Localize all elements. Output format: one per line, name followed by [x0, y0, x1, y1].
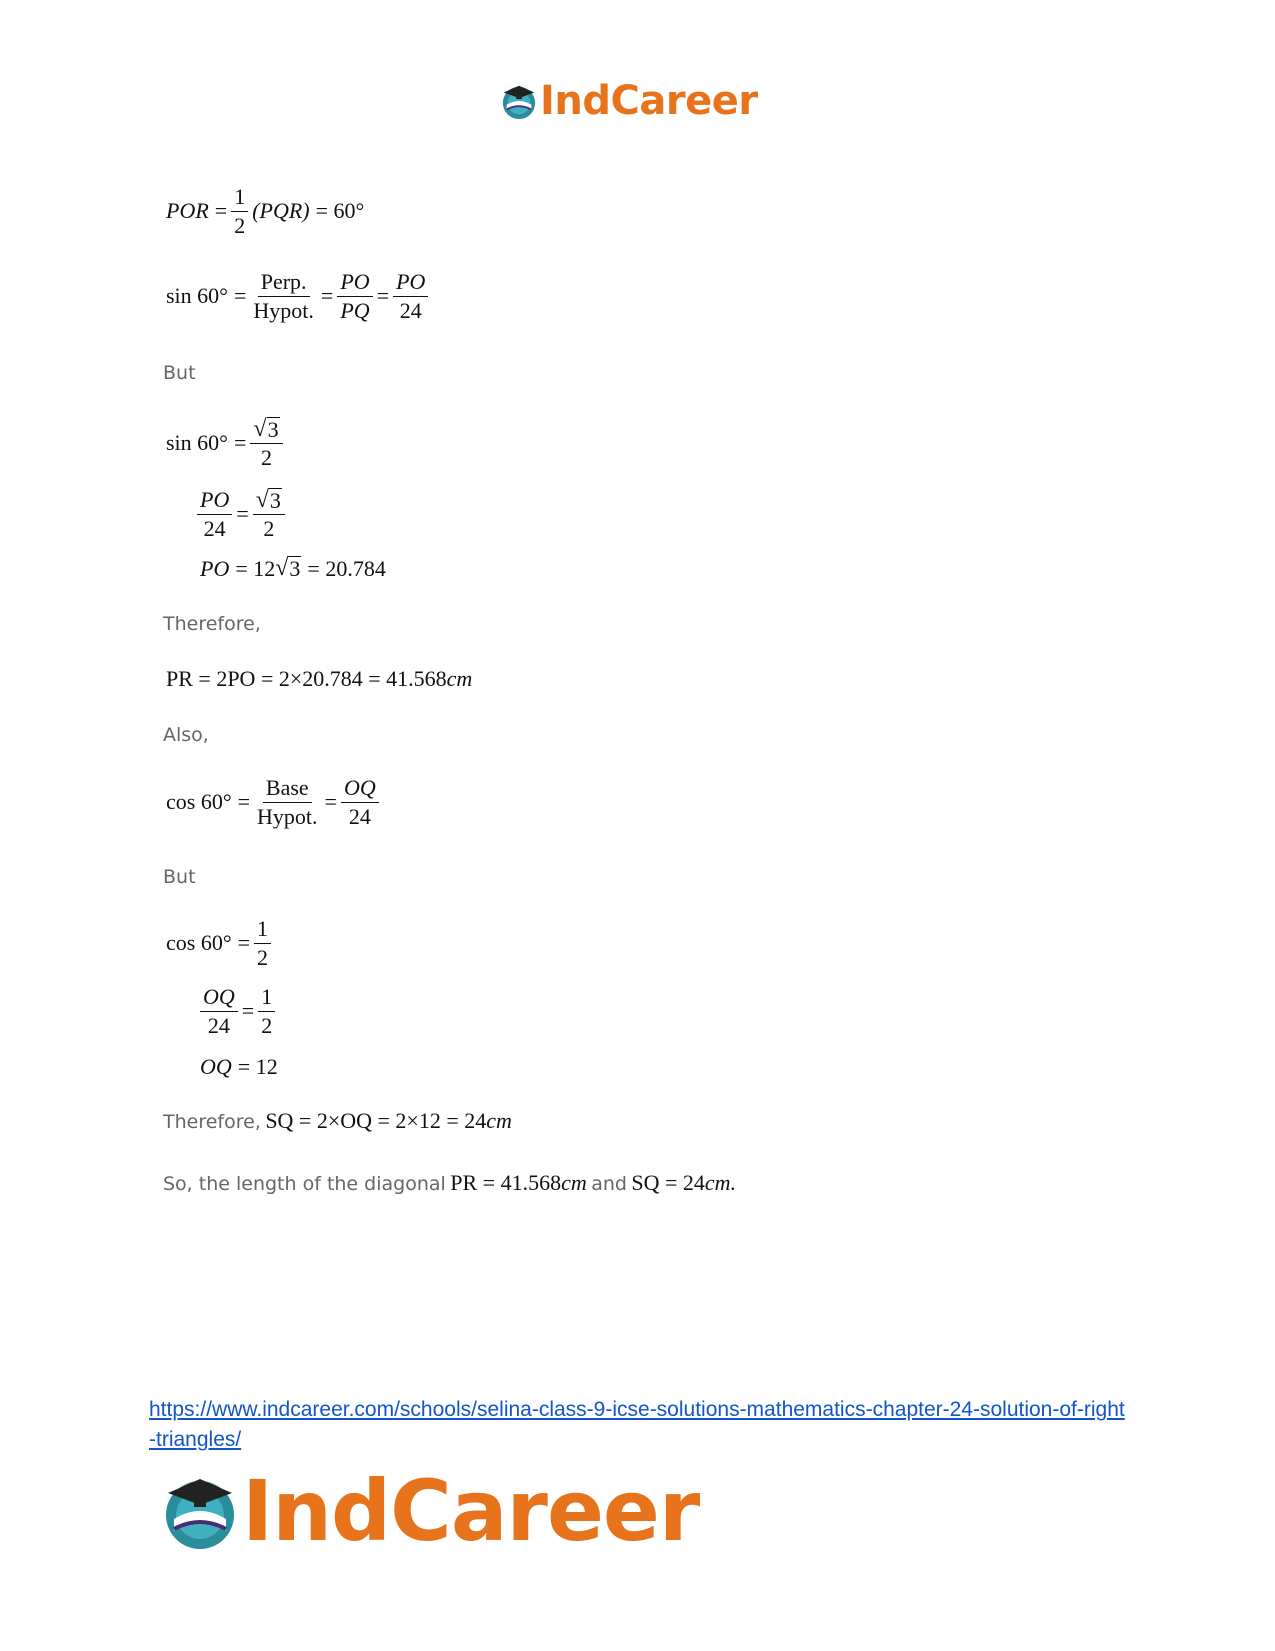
- square-root: √ 3: [275, 555, 301, 582]
- graduation-book-icon: [160, 1471, 240, 1551]
- fraction-denominator: Hypot.: [253, 297, 314, 323]
- fraction-numerator: [253, 486, 285, 515]
- math-term: =: [376, 283, 390, 308]
- fraction: [254, 915, 271, 971]
- equation-oq-value: [200, 1054, 278, 1080]
- equation-sin60-ratio: [166, 268, 432, 324]
- header-logo: [500, 78, 758, 124]
- math-term: sin 60°: [166, 430, 228, 455]
- equation-po-value: [200, 556, 386, 582]
- math-expression: [265, 1108, 512, 1133]
- fraction-numerator: [250, 415, 282, 444]
- fraction: [254, 774, 321, 830]
- fraction: [253, 486, 285, 542]
- math-term: =: [241, 998, 255, 1023]
- fraction-numerator: OQ: [341, 774, 379, 803]
- square-root: √ 3: [255, 487, 281, 513]
- logo-text: IndCareer: [540, 78, 758, 124]
- conclusion-line: [163, 1170, 736, 1196]
- fraction: [197, 486, 232, 542]
- equation-pr: [166, 666, 472, 692]
- text-also: Also,: [163, 724, 209, 746]
- radicand: 3: [267, 417, 279, 442]
- math-term: OQ: [200, 1054, 232, 1079]
- math-term: cos 60°: [166, 789, 232, 814]
- source-url-link[interactable]: https://www.indcareer.com/schools/selina-class-9-icse-solutions-mathematics-chapter-24-solution-of-right-triangles/: [149, 1398, 1125, 1451]
- math-term: =: [320, 283, 334, 308]
- math-term: = 12: [237, 1054, 278, 1079]
- footer-logo: [160, 1462, 699, 1560]
- fraction-numerator: PO: [197, 486, 232, 515]
- math-term: PO: [200, 556, 230, 581]
- math-unit: cm: [446, 666, 473, 691]
- conjunction-text: and: [591, 1173, 627, 1195]
- fraction-numerator: OQ: [200, 983, 238, 1012]
- math-term: (PQR): [252, 198, 310, 223]
- logo-text: IndCareer: [242, 1462, 700, 1560]
- math-term: =: [233, 283, 247, 308]
- math-term: = 60°: [315, 198, 365, 223]
- fraction: [258, 983, 275, 1039]
- fraction-denominator: Hypot.: [257, 803, 318, 829]
- math-term: PR = 41.568: [450, 1170, 562, 1195]
- fraction: [250, 415, 282, 471]
- equation-cos60-value: [166, 915, 275, 971]
- text-therefore: Therefore,: [163, 613, 261, 635]
- fraction-numerator: PO: [393, 268, 428, 297]
- math-term: cos 60°: [166, 930, 232, 955]
- math-term: PR = 2PO = 2×20.784 = 41.568: [166, 666, 447, 691]
- fraction-numerator: Perp.: [258, 268, 310, 297]
- equation-po-ratio: [193, 486, 289, 542]
- fraction-numerator: PO: [337, 268, 372, 297]
- equation-oq-ratio: [196, 983, 279, 1039]
- math-term: =: [233, 430, 247, 455]
- fraction-numerator: 1: [231, 183, 248, 212]
- math-term: = 12: [235, 556, 276, 581]
- fraction: [337, 268, 372, 324]
- math-term: = 20.784: [307, 556, 386, 581]
- square-root: √ 3: [253, 416, 279, 442]
- fraction: [393, 268, 428, 324]
- radicand: 3: [289, 556, 301, 582]
- fraction: [250, 268, 317, 324]
- math-term: sin 60°: [166, 283, 228, 308]
- fraction-denominator: 2: [234, 212, 246, 238]
- fraction-denominator: 2: [261, 1012, 273, 1038]
- text-therefore: Therefore,: [163, 1111, 261, 1133]
- equation-sq: [163, 1108, 512, 1134]
- fraction-numerator: Base: [263, 774, 312, 803]
- text-but: But: [163, 362, 196, 384]
- math-expression: [450, 1170, 586, 1195]
- fraction-denominator: 2: [263, 515, 275, 541]
- math-term: =: [237, 789, 251, 814]
- fraction: [341, 774, 379, 830]
- math-term: =: [237, 930, 251, 955]
- fraction-numerator: 1: [254, 915, 271, 944]
- math-term: =: [214, 198, 228, 223]
- fraction: [231, 183, 248, 239]
- math-term: POR: [166, 198, 209, 223]
- equation-cos60-ratio: [166, 774, 383, 830]
- fraction-denominator: PQ: [340, 297, 370, 323]
- fraction-denominator: 24: [399, 297, 422, 323]
- equation-sin60-value: [166, 415, 287, 471]
- math-term: SQ = 24: [631, 1170, 705, 1195]
- graduation-book-icon: [500, 82, 538, 120]
- math-unit: cm: [561, 1170, 587, 1195]
- math-unit: cm: [486, 1108, 512, 1133]
- fraction: [200, 983, 238, 1039]
- fraction-denominator: 24: [207, 1012, 230, 1038]
- text-but: But: [163, 866, 196, 888]
- fraction-denominator: 24: [348, 803, 371, 829]
- math-term: SQ = 2×OQ = 2×12 = 24: [265, 1108, 487, 1133]
- math-term: =: [324, 789, 337, 814]
- conclusion-text: So, the length of the diagonal: [163, 1173, 446, 1195]
- fraction-denominator: 2: [257, 944, 269, 970]
- math-expression: [631, 1170, 736, 1195]
- fraction-denominator: 24: [203, 515, 226, 541]
- math-unit: cm.: [704, 1170, 737, 1195]
- equation-por: [166, 183, 364, 239]
- fraction-denominator: 2: [260, 444, 272, 470]
- radicand: 3: [269, 488, 281, 513]
- fraction-numerator: 1: [258, 983, 275, 1012]
- math-term: =: [236, 501, 249, 526]
